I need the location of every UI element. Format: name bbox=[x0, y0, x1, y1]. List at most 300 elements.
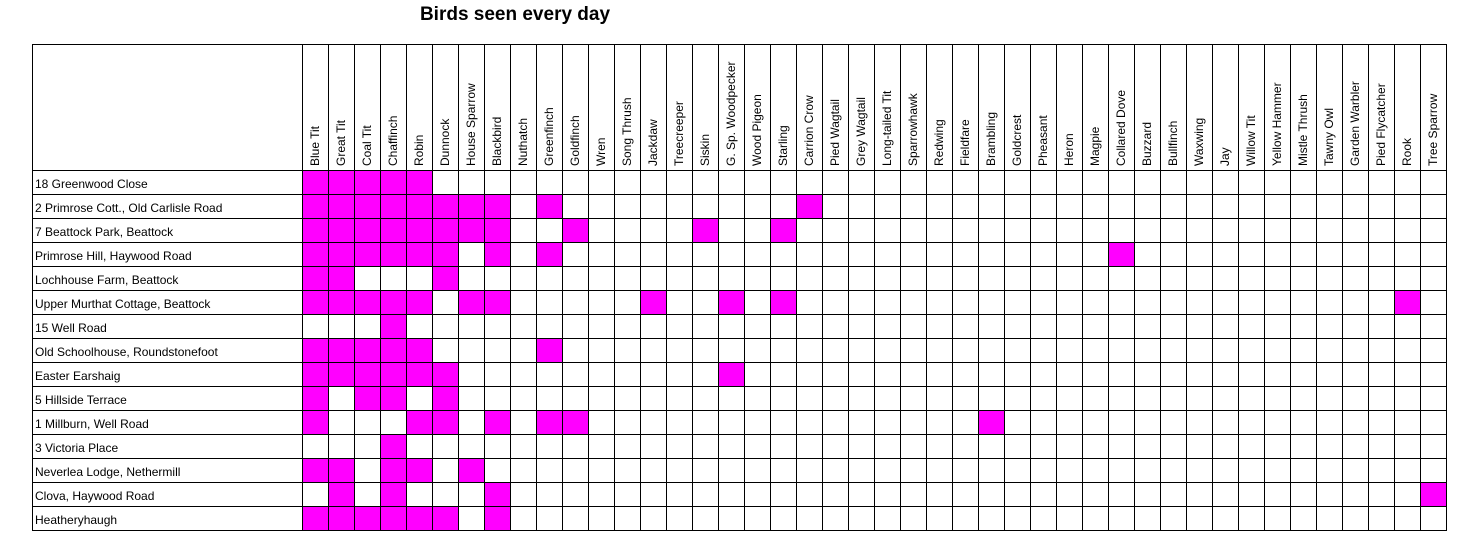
sighting-cell-empty bbox=[485, 171, 511, 195]
row-label: Lochhouse Farm, Beattock bbox=[35, 273, 179, 287]
sighting-cell-empty bbox=[1239, 267, 1265, 291]
row-label: 1 Millburn, Well Road bbox=[35, 417, 149, 431]
sighting-cell-empty bbox=[1369, 363, 1395, 387]
sighting-cell-empty bbox=[745, 291, 771, 315]
sighting-cell-empty bbox=[823, 483, 849, 507]
sighting-cell-empty bbox=[589, 459, 615, 483]
sighting-cell-empty bbox=[1239, 243, 1265, 267]
sighting-cell-empty bbox=[1421, 291, 1447, 315]
sighting-cell-empty bbox=[1135, 267, 1161, 291]
sighting-cell-empty bbox=[1291, 411, 1317, 435]
sighting-cell-empty bbox=[875, 219, 901, 243]
sighting-cell-empty bbox=[1057, 339, 1083, 363]
sighting-cell-empty bbox=[1369, 267, 1395, 291]
sighting-cell-empty bbox=[823, 507, 849, 531]
row-label: Easter Earshaig bbox=[35, 369, 121, 383]
sighting-cell-empty bbox=[407, 435, 433, 459]
sighting-cell-empty bbox=[1291, 459, 1317, 483]
sighting-cell-empty bbox=[1317, 243, 1343, 267]
sighting-cell-empty bbox=[563, 363, 589, 387]
sighting-cell-empty bbox=[953, 315, 979, 339]
sighting-cell-empty bbox=[979, 339, 1005, 363]
sighting-cell-empty bbox=[953, 291, 979, 315]
sighting-cell-empty bbox=[537, 219, 563, 243]
sighting-cell-empty bbox=[641, 339, 667, 363]
sighting-cell-empty bbox=[355, 315, 381, 339]
sighting-cell-empty bbox=[1265, 195, 1291, 219]
sighting-cell-marked bbox=[381, 315, 407, 339]
sighting-cell-empty bbox=[693, 363, 719, 387]
column-header: Pied Flycatcher bbox=[1374, 83, 1388, 166]
column-header: Waxwing bbox=[1192, 117, 1206, 166]
sighting-cell-empty bbox=[1005, 363, 1031, 387]
sighting-cell-empty bbox=[511, 363, 537, 387]
sighting-cell-empty bbox=[1213, 195, 1239, 219]
sighting-cell-empty bbox=[1005, 219, 1031, 243]
sighting-cell-empty bbox=[511, 435, 537, 459]
sighting-cell-marked bbox=[407, 171, 433, 195]
sighting-cell-marked bbox=[303, 363, 329, 387]
sighting-cell-empty bbox=[1057, 291, 1083, 315]
sighting-cell-empty bbox=[1369, 435, 1395, 459]
sighting-cell-empty bbox=[745, 243, 771, 267]
sighting-cell-empty bbox=[979, 171, 1005, 195]
sighting-cell-empty bbox=[927, 171, 953, 195]
sighting-cell-empty bbox=[745, 339, 771, 363]
sighting-cell-empty bbox=[589, 243, 615, 267]
sighting-cell-empty bbox=[1109, 363, 1135, 387]
sighting-cell-empty bbox=[1265, 267, 1291, 291]
sighting-cell-marked bbox=[355, 171, 381, 195]
sighting-cell-empty bbox=[1161, 483, 1187, 507]
sighting-cell-empty bbox=[1031, 435, 1057, 459]
sighting-cell-marked bbox=[381, 483, 407, 507]
sighting-cell-empty bbox=[979, 195, 1005, 219]
row-label: 2 Primrose Cott., Old Carlisle Road bbox=[35, 201, 223, 215]
sighting-cell-empty bbox=[407, 483, 433, 507]
sighting-cell-empty bbox=[1239, 339, 1265, 363]
sighting-cell-empty bbox=[849, 243, 875, 267]
sighting-cell-empty bbox=[563, 291, 589, 315]
sighting-cell-empty bbox=[563, 315, 589, 339]
sighting-cell-empty bbox=[1005, 339, 1031, 363]
sighting-cell-empty bbox=[1265, 507, 1291, 531]
sighting-cell-empty bbox=[1161, 411, 1187, 435]
sighting-cell-empty bbox=[1317, 339, 1343, 363]
sighting-cell-empty bbox=[537, 435, 563, 459]
sighting-cell-empty bbox=[1161, 435, 1187, 459]
sighting-cell-empty bbox=[1395, 459, 1421, 483]
sighting-cell-empty bbox=[407, 267, 433, 291]
sighting-cell-empty bbox=[1161, 387, 1187, 411]
sighting-cell-empty bbox=[433, 459, 459, 483]
sighting-cell-empty bbox=[537, 315, 563, 339]
column-header: Sparrowhawk bbox=[906, 93, 920, 166]
sighting-cell-marked bbox=[459, 219, 485, 243]
sighting-cell-marked bbox=[693, 219, 719, 243]
sighting-cell-empty bbox=[1291, 387, 1317, 411]
sighting-cell-empty bbox=[1031, 219, 1057, 243]
sighting-cell-empty bbox=[563, 267, 589, 291]
sighting-cell-empty bbox=[797, 315, 823, 339]
sighting-cell-empty bbox=[1187, 411, 1213, 435]
sighting-cell-empty bbox=[797, 387, 823, 411]
sighting-cell-empty bbox=[1135, 315, 1161, 339]
sighting-cell-empty bbox=[1265, 387, 1291, 411]
sighting-cell-empty bbox=[901, 435, 927, 459]
sighting-cell-empty bbox=[849, 291, 875, 315]
sighting-cell-empty bbox=[433, 291, 459, 315]
sighting-cell-empty bbox=[1161, 267, 1187, 291]
sighting-cell-empty bbox=[563, 459, 589, 483]
sighting-cell-empty bbox=[797, 459, 823, 483]
sighting-cell-empty bbox=[641, 363, 667, 387]
sighting-cell-marked bbox=[329, 339, 355, 363]
sighting-cell-empty bbox=[693, 171, 719, 195]
sighting-cell-empty bbox=[1109, 219, 1135, 243]
sighting-cell-marked bbox=[355, 219, 381, 243]
sighting-cell-empty bbox=[823, 339, 849, 363]
sighting-cell-empty bbox=[1213, 267, 1239, 291]
sighting-cell-marked bbox=[459, 459, 485, 483]
sighting-cell-empty bbox=[953, 195, 979, 219]
sighting-cell-empty bbox=[953, 219, 979, 243]
sighting-cell-empty bbox=[667, 171, 693, 195]
sighting-cell-empty bbox=[615, 339, 641, 363]
sighting-cell-empty bbox=[459, 411, 485, 435]
sighting-cell-empty bbox=[901, 387, 927, 411]
sighting-cell-marked bbox=[719, 291, 745, 315]
sighting-cell-empty bbox=[1161, 507, 1187, 531]
sighting-cell-empty bbox=[875, 483, 901, 507]
sighting-cell-empty bbox=[823, 291, 849, 315]
sighting-cell-empty bbox=[1291, 435, 1317, 459]
sighting-cell-empty bbox=[615, 171, 641, 195]
sighting-cell-empty bbox=[1083, 363, 1109, 387]
sighting-cell-empty bbox=[771, 387, 797, 411]
sighting-cell-marked bbox=[459, 195, 485, 219]
sighting-cell-empty bbox=[1161, 459, 1187, 483]
sighting-cell-empty bbox=[823, 363, 849, 387]
sighting-cell-marked bbox=[381, 243, 407, 267]
sighting-cell-empty bbox=[1265, 291, 1291, 315]
sighting-cell-marked bbox=[303, 387, 329, 411]
sighting-cell-empty bbox=[459, 339, 485, 363]
sighting-cell-empty bbox=[927, 459, 953, 483]
sighting-cell-empty bbox=[1135, 195, 1161, 219]
sighting-cell-empty bbox=[875, 435, 901, 459]
sighting-cell-empty bbox=[355, 411, 381, 435]
sighting-cell-empty bbox=[745, 171, 771, 195]
sighting-cell-empty bbox=[875, 315, 901, 339]
sighting-cell-marked bbox=[381, 459, 407, 483]
column-header: Coal Tit bbox=[360, 125, 374, 166]
sighting-cell-empty bbox=[1317, 435, 1343, 459]
sighting-cell-empty bbox=[1083, 195, 1109, 219]
sighting-cell-empty bbox=[1239, 291, 1265, 315]
sighting-cell-empty bbox=[1135, 339, 1161, 363]
sighting-cell-empty bbox=[1239, 387, 1265, 411]
sighting-cell-empty bbox=[979, 459, 1005, 483]
column-header: Grey Wagtail bbox=[854, 97, 868, 166]
sighting-cell-empty bbox=[1213, 243, 1239, 267]
sighting-cell-marked bbox=[433, 195, 459, 219]
sighting-cell-empty bbox=[485, 387, 511, 411]
sighting-cell-empty bbox=[1083, 483, 1109, 507]
sighting-cell-marked bbox=[407, 219, 433, 243]
sighting-cell-empty bbox=[771, 315, 797, 339]
sighting-cell-empty bbox=[1265, 411, 1291, 435]
sighting-cell-empty bbox=[771, 195, 797, 219]
sighting-cell-empty bbox=[667, 459, 693, 483]
sighting-cell-empty bbox=[1317, 363, 1343, 387]
sighting-cell-empty bbox=[1239, 507, 1265, 531]
sighting-cell-empty bbox=[927, 315, 953, 339]
sighting-cell-empty bbox=[1343, 483, 1369, 507]
sighting-cell-empty bbox=[1213, 411, 1239, 435]
sighting-cell-empty bbox=[1239, 411, 1265, 435]
sighting-cell-empty bbox=[719, 459, 745, 483]
row-label: 3 Victoria Place bbox=[35, 441, 119, 455]
sighting-cell-empty bbox=[823, 243, 849, 267]
sighting-cell-marked bbox=[303, 267, 329, 291]
sighting-cell-empty bbox=[1213, 219, 1239, 243]
sighting-cell-empty bbox=[771, 267, 797, 291]
sighting-cell-marked bbox=[355, 363, 381, 387]
sighting-cell-empty bbox=[1213, 363, 1239, 387]
sighting-cell-empty bbox=[1057, 267, 1083, 291]
sighting-cell-empty bbox=[823, 387, 849, 411]
sighting-cell-empty bbox=[901, 315, 927, 339]
sighting-cell-empty bbox=[875, 411, 901, 435]
sighting-cell-empty bbox=[875, 459, 901, 483]
sighting-cell-empty bbox=[1135, 507, 1161, 531]
column-header: G. Sp. Woodpecker bbox=[724, 61, 738, 166]
sighting-cell-empty bbox=[1109, 483, 1135, 507]
sighting-cell-marked bbox=[381, 219, 407, 243]
column-header: Jackdaw bbox=[646, 119, 660, 166]
sighting-cell-empty bbox=[1135, 483, 1161, 507]
sighting-cell-empty bbox=[875, 387, 901, 411]
sighting-cell-empty bbox=[537, 363, 563, 387]
sighting-cell-empty bbox=[745, 267, 771, 291]
sighting-cell-empty bbox=[1057, 243, 1083, 267]
sighting-cell-empty bbox=[1239, 483, 1265, 507]
sighting-cell-empty bbox=[1317, 219, 1343, 243]
sighting-cell-empty bbox=[1317, 195, 1343, 219]
sighting-cell-empty bbox=[1421, 507, 1447, 531]
sighting-cell-empty bbox=[1317, 507, 1343, 531]
sighting-cell-empty bbox=[1317, 459, 1343, 483]
sighting-cell-empty bbox=[511, 243, 537, 267]
sighting-cell-empty bbox=[797, 171, 823, 195]
sighting-cell-empty bbox=[1213, 459, 1239, 483]
sighting-cell-empty bbox=[1187, 339, 1213, 363]
sighting-cell-marked bbox=[433, 507, 459, 531]
sighting-cell-marked bbox=[303, 243, 329, 267]
sighting-cell-marked bbox=[355, 195, 381, 219]
sighting-cell-empty bbox=[875, 171, 901, 195]
sighting-cell-empty bbox=[1213, 315, 1239, 339]
sighting-cell-empty bbox=[823, 219, 849, 243]
sighting-cell-empty bbox=[1031, 363, 1057, 387]
sighting-cell-empty bbox=[511, 459, 537, 483]
sighting-cell-empty bbox=[979, 507, 1005, 531]
column-header: Bullfinch bbox=[1166, 120, 1180, 166]
sighting-cell-empty bbox=[1031, 459, 1057, 483]
sighting-cell-empty bbox=[797, 483, 823, 507]
sighting-cell-empty bbox=[719, 171, 745, 195]
sighting-cell-empty bbox=[1083, 459, 1109, 483]
sighting-cell-empty bbox=[1083, 291, 1109, 315]
sighting-cell-empty bbox=[511, 219, 537, 243]
sighting-cell-marked bbox=[381, 363, 407, 387]
sighting-cell-empty bbox=[771, 363, 797, 387]
sighting-cell-empty bbox=[1369, 219, 1395, 243]
sighting-cell-empty bbox=[875, 267, 901, 291]
sighting-cell-empty bbox=[1421, 459, 1447, 483]
sighting-cell-empty bbox=[459, 507, 485, 531]
sighting-cell-marked bbox=[485, 411, 511, 435]
sighting-cell-empty bbox=[771, 339, 797, 363]
sighting-cell-empty bbox=[641, 195, 667, 219]
sighting-cell-empty bbox=[849, 411, 875, 435]
sighting-cell-empty bbox=[849, 339, 875, 363]
sighting-cell-empty bbox=[407, 387, 433, 411]
sighting-cell-empty bbox=[719, 411, 745, 435]
sighting-cell-marked bbox=[303, 171, 329, 195]
sighting-cell-empty bbox=[979, 435, 1005, 459]
sighting-cell-empty bbox=[1057, 363, 1083, 387]
sighting-cell-empty bbox=[823, 195, 849, 219]
sighting-cell-empty bbox=[875, 363, 901, 387]
sighting-cell-marked bbox=[381, 171, 407, 195]
sighting-cell-empty bbox=[381, 267, 407, 291]
sighting-cell-empty bbox=[901, 195, 927, 219]
sighting-cell-empty bbox=[1369, 339, 1395, 363]
sighting-cell-empty bbox=[927, 243, 953, 267]
sighting-cell-empty bbox=[1291, 507, 1317, 531]
sighting-cell-empty bbox=[1421, 243, 1447, 267]
sighting-cell-empty bbox=[1031, 315, 1057, 339]
sighting-cell-marked bbox=[485, 195, 511, 219]
sighting-cell-empty bbox=[667, 411, 693, 435]
sighting-cell-empty bbox=[1291, 267, 1317, 291]
sighting-cell-empty bbox=[979, 363, 1005, 387]
sighting-cell-empty bbox=[849, 315, 875, 339]
sighting-cell-empty bbox=[1005, 387, 1031, 411]
sighting-cell-empty bbox=[459, 267, 485, 291]
sighting-cell-empty bbox=[1291, 363, 1317, 387]
sighting-cell-empty bbox=[1265, 315, 1291, 339]
sighting-cell-empty bbox=[1135, 459, 1161, 483]
sighting-cell-empty bbox=[1109, 315, 1135, 339]
sighting-cell-empty bbox=[693, 339, 719, 363]
sighting-cell-empty bbox=[823, 171, 849, 195]
sighting-cell-empty bbox=[797, 267, 823, 291]
sighting-cell-empty bbox=[849, 171, 875, 195]
sighting-cell-empty bbox=[407, 315, 433, 339]
sighting-cell-empty bbox=[667, 507, 693, 531]
sighting-cell-empty bbox=[1109, 411, 1135, 435]
sighting-cell-empty bbox=[667, 435, 693, 459]
sighting-cell-empty bbox=[1343, 459, 1369, 483]
sighting-cell-empty bbox=[1239, 315, 1265, 339]
sighting-cell-marked bbox=[329, 459, 355, 483]
sighting-cell-marked bbox=[485, 219, 511, 243]
sighting-cell-empty bbox=[1161, 315, 1187, 339]
sighting-cell-empty bbox=[589, 411, 615, 435]
sighting-cell-empty bbox=[1265, 363, 1291, 387]
sighting-cell-empty bbox=[1395, 195, 1421, 219]
column-header: Song Thrush bbox=[620, 97, 634, 166]
sighting-cell-empty bbox=[667, 195, 693, 219]
sighting-cell-empty bbox=[1057, 459, 1083, 483]
sighting-cell-empty bbox=[1031, 171, 1057, 195]
sighting-cell-empty bbox=[979, 243, 1005, 267]
sighting-cell-empty bbox=[589, 315, 615, 339]
sighting-cell-empty bbox=[459, 483, 485, 507]
sighting-cell-empty bbox=[1265, 171, 1291, 195]
sighting-cell-empty bbox=[1109, 171, 1135, 195]
sighting-cell-empty bbox=[1239, 195, 1265, 219]
sighting-cell-empty bbox=[693, 483, 719, 507]
sighting-cell-empty bbox=[1031, 243, 1057, 267]
sighting-cell-empty bbox=[589, 363, 615, 387]
sighting-cell-empty bbox=[329, 315, 355, 339]
sighting-cell-empty bbox=[979, 315, 1005, 339]
sighting-cell-empty bbox=[719, 339, 745, 363]
sighting-cell-empty bbox=[979, 291, 1005, 315]
sighting-cell-marked bbox=[329, 195, 355, 219]
sighting-cell-marked bbox=[407, 339, 433, 363]
sighting-cell-empty bbox=[849, 267, 875, 291]
sighting-cell-empty bbox=[511, 291, 537, 315]
sighting-cell-empty bbox=[745, 507, 771, 531]
sighting-cell-empty bbox=[1109, 339, 1135, 363]
column-header: Rook bbox=[1400, 137, 1414, 166]
sighting-cell-empty bbox=[641, 435, 667, 459]
sighting-cell-empty bbox=[1135, 219, 1161, 243]
sighting-cell-empty bbox=[329, 387, 355, 411]
column-header: Brambling bbox=[984, 111, 998, 166]
sighting-cell-empty bbox=[745, 459, 771, 483]
sighting-cell-empty bbox=[953, 411, 979, 435]
sighting-cell-marked bbox=[433, 387, 459, 411]
sighting-cell-empty bbox=[797, 339, 823, 363]
sighting-cell-empty bbox=[615, 291, 641, 315]
sighting-cell-empty bbox=[1109, 291, 1135, 315]
sighting-cell-empty bbox=[1057, 435, 1083, 459]
sighting-cell-empty bbox=[1057, 507, 1083, 531]
sighting-cell-empty bbox=[1083, 267, 1109, 291]
sighting-cell-empty bbox=[615, 387, 641, 411]
sighting-cell-empty bbox=[849, 363, 875, 387]
column-header: Tawny Owl bbox=[1322, 107, 1336, 166]
sighting-cell-empty bbox=[1057, 171, 1083, 195]
sighting-cell-empty bbox=[771, 243, 797, 267]
sighting-cell-empty bbox=[797, 411, 823, 435]
sighting-cell-empty bbox=[667, 339, 693, 363]
sighting-cell-empty bbox=[589, 507, 615, 531]
sighting-cell-empty bbox=[1083, 507, 1109, 531]
sighting-cell-empty bbox=[511, 483, 537, 507]
sighting-cell-empty bbox=[563, 387, 589, 411]
sighting-cell-empty bbox=[927, 411, 953, 435]
sighting-cell-empty bbox=[719, 387, 745, 411]
sighting-cell-empty bbox=[693, 315, 719, 339]
sighting-cell-empty bbox=[1369, 459, 1395, 483]
